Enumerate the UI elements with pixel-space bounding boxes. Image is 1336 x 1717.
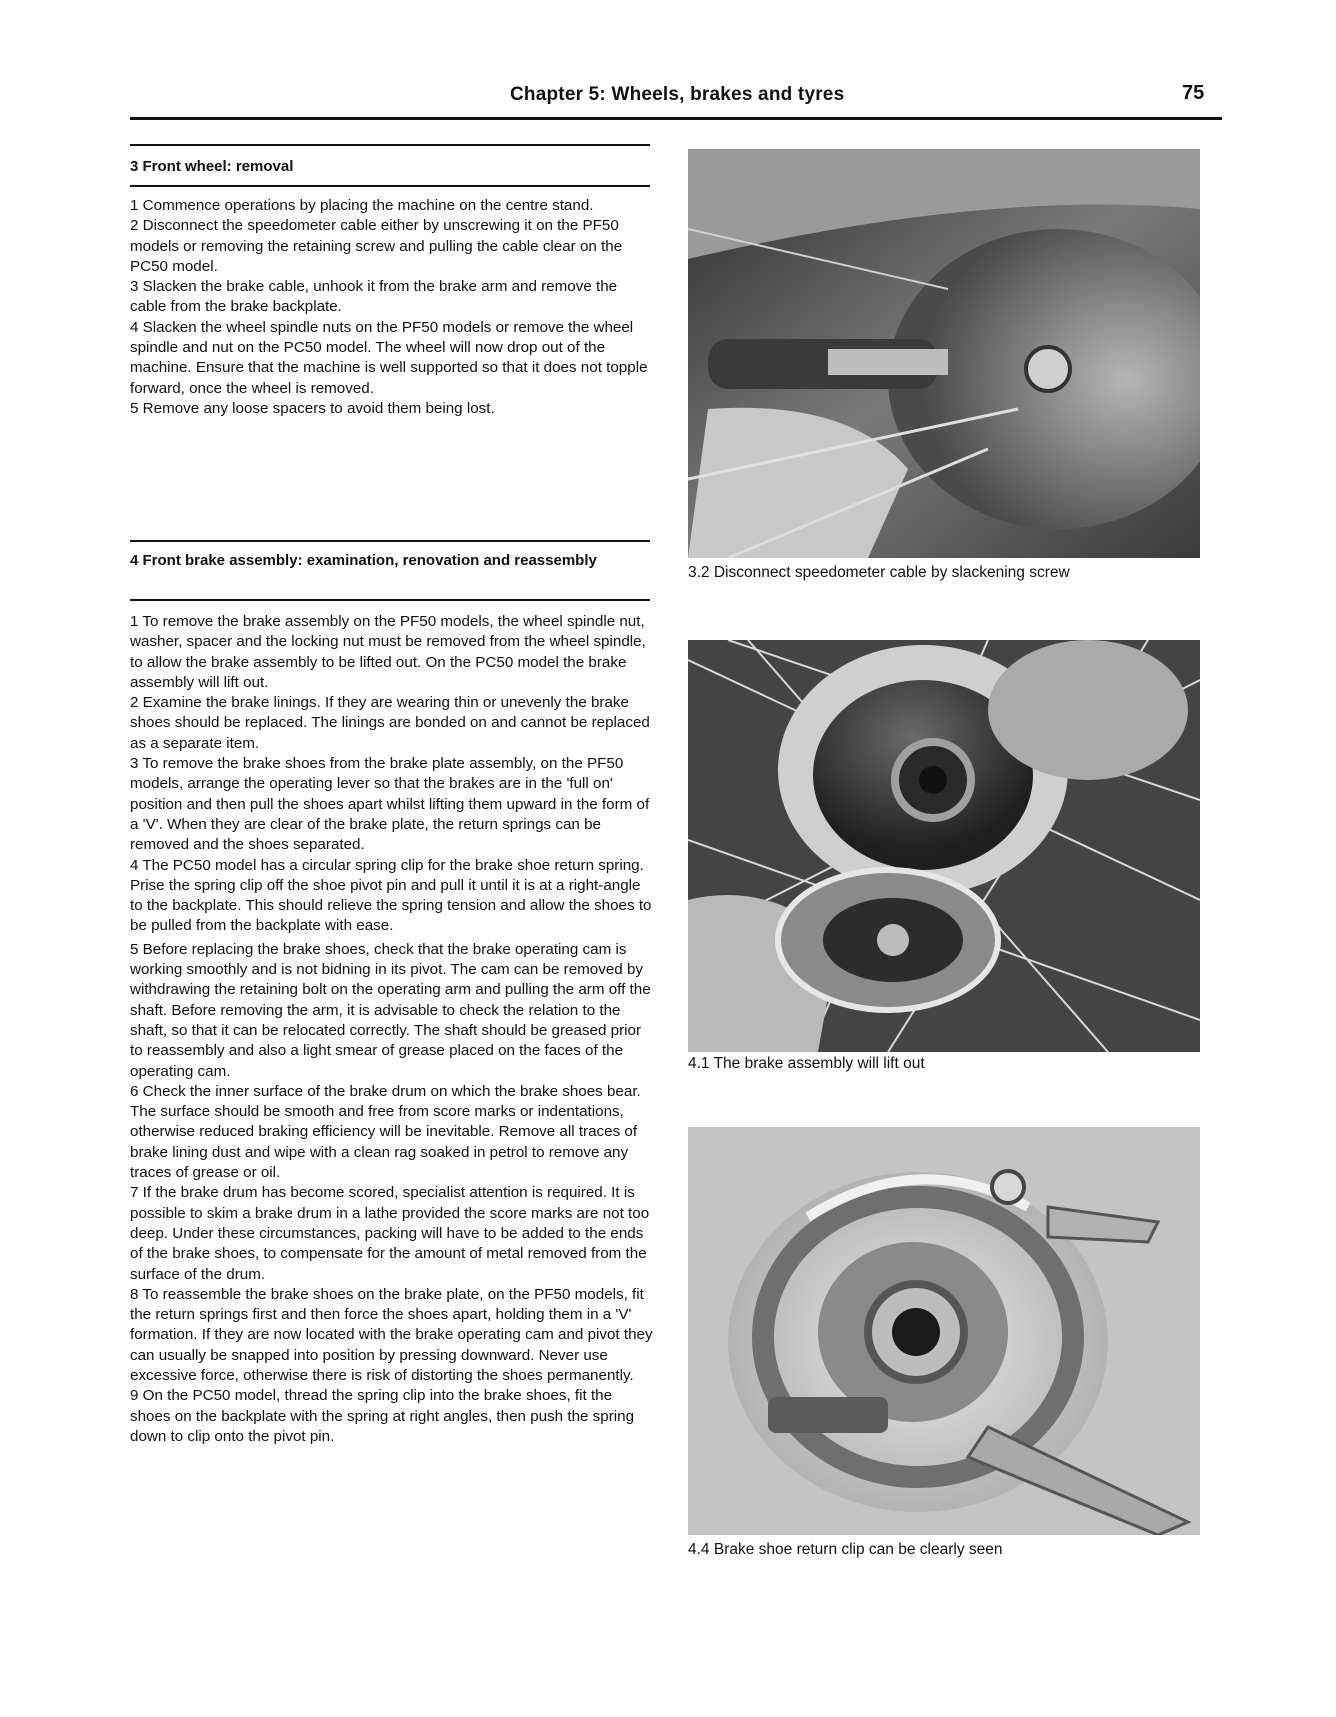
- s4-paragraph-1: 1 To remove the brake assembly on the PF50 models, the wheel spindle nut, washer, spacer and the locking nut must be removed from the wheel spindle, to allow the brake assembly to be lifted out. On the PC50 model the brake assembly will lift out.: [130, 613, 646, 691]
- photo-brake-assembly-lift-out: [688, 640, 1200, 1052]
- s3-paragraph-3: 3 Slacken the brake cable, unhook it from the brake arm and remove the cable from the brake backplate.: [130, 278, 618, 316]
- section-4-top-rule: [130, 540, 650, 542]
- s4-paragraph-8: 8 To reassemble the brake shoes on the brake plate, on the PF50 models, fit the return springs first and then force the shoes apart, holding them in a 'V' formation. If they are now located with the brake operating cam and pivot they can usually be snapped into position by pressing downward. Never use excessive force, otherwise there is risk of distorting the shoes permanently.: [130, 1285, 653, 1384]
- s4-paragraph-7: 7 If the brake drum has become scored, specialist attention is required. It is possible to skim a brake drum in a lathe provided the score marks are not too deep. Under these circumstances, packing will have to be added to the ends of the brake shoes, to compensate for the amount of metal removed from the surface of the drum.: [130, 1184, 650, 1283]
- section-4-heading: 4 Front brake assembly: examination, renovation and reassembly: [130, 552, 597, 569]
- s3-paragraph-2: 2 Disconnect the speedometer cable either by unscrewing it on the PF50 models or removing the retaining screw and pulling the cable clear on the PC50 model.: [130, 217, 623, 275]
- s4-paragraph-6: 6 Check the inner surface of the brake drum on which the brake shoes bear. The surface should be smooth and free from score marks or indentations, otherwise reduced braking efficiency will be inevitable. Remove all traces of brake lining dust and wipe with a clean rag soaked in petrol to remove any traces of grease or oil.: [130, 1082, 641, 1182]
- s4-paragraph-2: 2 Examine the brake linings. If they are wearing thin or unevenly the brake shoes should be replaced. The linings are bonded on and cannot be replaced as a separate item.: [130, 694, 650, 752]
- section-3-top-rule: [130, 144, 650, 146]
- s4-paragraph-3: 3 To remove the brake shoes from the brake plate assembly, on the PF50 models, arrange the operating lever so that the brakes are in the 'full on' position and then pull the shoes apart whilst lifting them upward in the form of a 'V'. When they are clear of the brake plate, the return springs can be removed and the shoes separated.: [130, 755, 650, 854]
- s3-paragraph-4: 4 Slacken the wheel spindle nuts on the PF50 models or remove the wheel spindle and nut on the PC50 model. The wheel will now drop out of the machine. Ensure that the machine is well supported so that it does not topple forward, once the wheel is removed.: [130, 318, 648, 397]
- photo-speedometer-cable: [688, 149, 1200, 558]
- s4-paragraph-9: 9 On the PC50 model, thread the spring clip into the brake shoes, fit the shoes on the backplate with the spring at right angles, then push the spring down to clip onto the pivot pin.: [130, 1387, 635, 1445]
- page-number: 75: [1182, 82, 1205, 104]
- header-rule: [130, 117, 1222, 120]
- s3-paragraph-1: 1 Commence operations by placing the machine on the centre stand.: [130, 197, 594, 214]
- section-3-body: [130, 196, 655, 419]
- section-4-body: [130, 612, 655, 1447]
- section-3-bottom-rule: [130, 185, 650, 187]
- section-4-bottom-rule: [130, 599, 650, 601]
- photo-brake-shoe-return-clip: [688, 1127, 1200, 1535]
- caption-photo-2: 4.1 The brake assembly will lift out: [688, 1055, 925, 1072]
- s4-paragraph-5: 5 Before replacing the brake shoes, check that the brake operating cam is working smoothly and is not bidning in its pivot. The cam can be removed by withdrawing the retaining bolt on the operating arm and pulling the arm off the shaft. Before removing the arm, it is advisable to check the relation to the shaft, so that it can be relocated correctly. The shaft should be greased prior to reassembly and also a light smear of grease placed on the faces of the operating cam.: [130, 940, 651, 1080]
- s3-paragraph-5: 5 Remove any loose spacers to avoid them being lost.: [130, 399, 495, 417]
- s4-paragraph-4: 4 The PC50 model has a circular spring clip for the brake shoe return spring. Prise the spring clip off the shoe pivot pin and pull it until it is at a right-angle to the backplate. This should relieve the spring tension and allow the shoes to be pulled from the backplate with ease.: [130, 856, 652, 935]
- caption-photo-1: 3.2 Disconnect speedometer cable by slackening screw: [688, 564, 1070, 581]
- chapter-title: Chapter 5: Wheels, brakes and tyres: [510, 84, 845, 105]
- caption-photo-3: 4.4 Brake shoe return clip can be clearly seen: [688, 1541, 1003, 1558]
- section-3-heading: 3 Front wheel: removal: [130, 158, 294, 175]
